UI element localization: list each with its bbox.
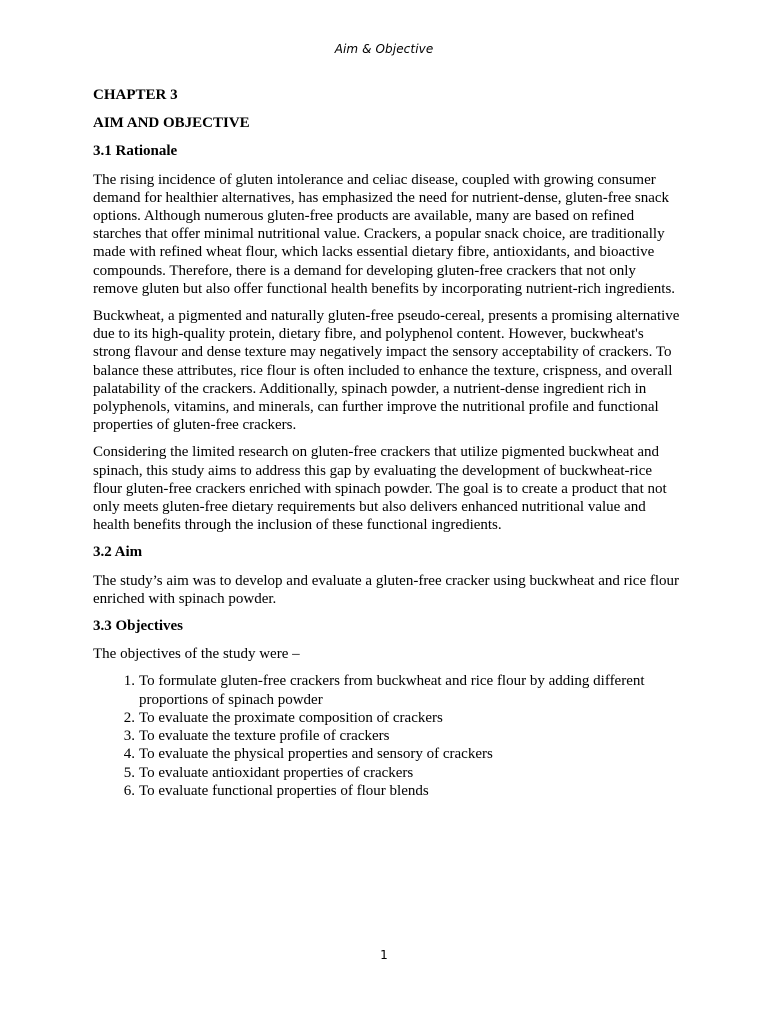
list-item-number: 6. <box>123 782 135 799</box>
chapter-label: CHAPTER 3 <box>93 87 178 103</box>
page-content <box>93 86 683 800</box>
list-item <box>123 782 683 800</box>
list-item-text: To evaluate functional properties of flour blends <box>139 782 429 799</box>
running-header: Aim & Objective <box>334 42 434 56</box>
objectives-intro: The objectives of the study were – <box>93 646 300 663</box>
rationale-paragraph: Considering the limited research on gluten-free crackers that utilize pigmented buckwheat and spinach, this study aims to address this gap by evaluating the development of buckwheat-rice flour gluten-free crackers enriched with spinach powder. The goal is to create a product that not only meets gluten-free dietary requirements but also delivers enhanced nutritional value and health benefits through the inclusion of these functional ingredients. <box>93 444 667 534</box>
section-heading-rationale: 3.1 Rationale <box>93 143 178 160</box>
aim-paragraph: The study’s aim was to develop and evaluate a gluten-free cracker using buckwheat and rice flour enriched with spinach powder. <box>93 572 680 607</box>
list-item-text: To evaluate the physical properties and sensory of crackers <box>139 746 493 763</box>
rationale-paragraph: Buckwheat, a pigmented and naturally gluten-free pseudo-cereal, presents a promising alternative due to its high-quality protein, dietary fibre, and polyphenol content. However, buckwheat's strong flavour and dense texture may negatively impact the sensory acceptability of crackers. To balance these attributes, rice flour is often included to enhance the texture, crispness, and overall palatability of the crackers. Additionally, spinach powder, a nutrient-dense ingredient rich in polyphenols, vitamins, and minerals, can further improve the nutritional profile and functional properties of gluten-free crackers. <box>93 308 680 434</box>
list-item <box>123 727 683 745</box>
list-item-text: To formulate gluten-free crackers from buckwheat and rice flour by adding different proportions of spinach powder <box>139 673 645 708</box>
list-item-text: To evaluate antioxidant properties of crackers <box>139 764 414 781</box>
list-item-number: 1. <box>123 673 135 690</box>
page-number: 1 <box>380 948 388 962</box>
list-item <box>123 709 683 727</box>
list-item-number: 4. <box>123 746 135 763</box>
list-item-number: 3. <box>123 728 135 745</box>
list-item <box>123 672 683 708</box>
list-item <box>123 764 683 782</box>
chapter-title: AIM AND OBJECTIVE <box>93 115 250 132</box>
list-item-text: To evaluate the texture profile of crackers <box>139 728 390 745</box>
list-item-text: To evaluate the proximate composition of crackers <box>139 709 443 726</box>
section-heading-objectives: 3.3 Objectives <box>93 618 183 635</box>
section-heading-aim: 3.2 Aim <box>93 544 143 561</box>
list-item <box>123 745 683 763</box>
list-item-number: 5. <box>123 764 135 781</box>
list-item-number: 2. <box>123 709 135 726</box>
rationale-paragraph: The rising incidence of gluten intolerance and celiac disease, coupled with growing consumer demand for healthier alternatives, has emphasized the need for nutrient-dense, gluten-free snack options. Although numerous gluten-free products are available, many are based on refined starches that offer minimal nutritional value. Crackers, a popular snack choice, are traditionally made with refined wheat flour, which lacks essential dietary fibre, antioxidants, and bioactive compounds. Therefore, there is a demand for developing gluten-free crackers that not only remove gluten but also offer functional health benefits by incorporating nutrient-rich ingredients. <box>93 171 676 297</box>
objectives-list <box>93 672 683 799</box>
